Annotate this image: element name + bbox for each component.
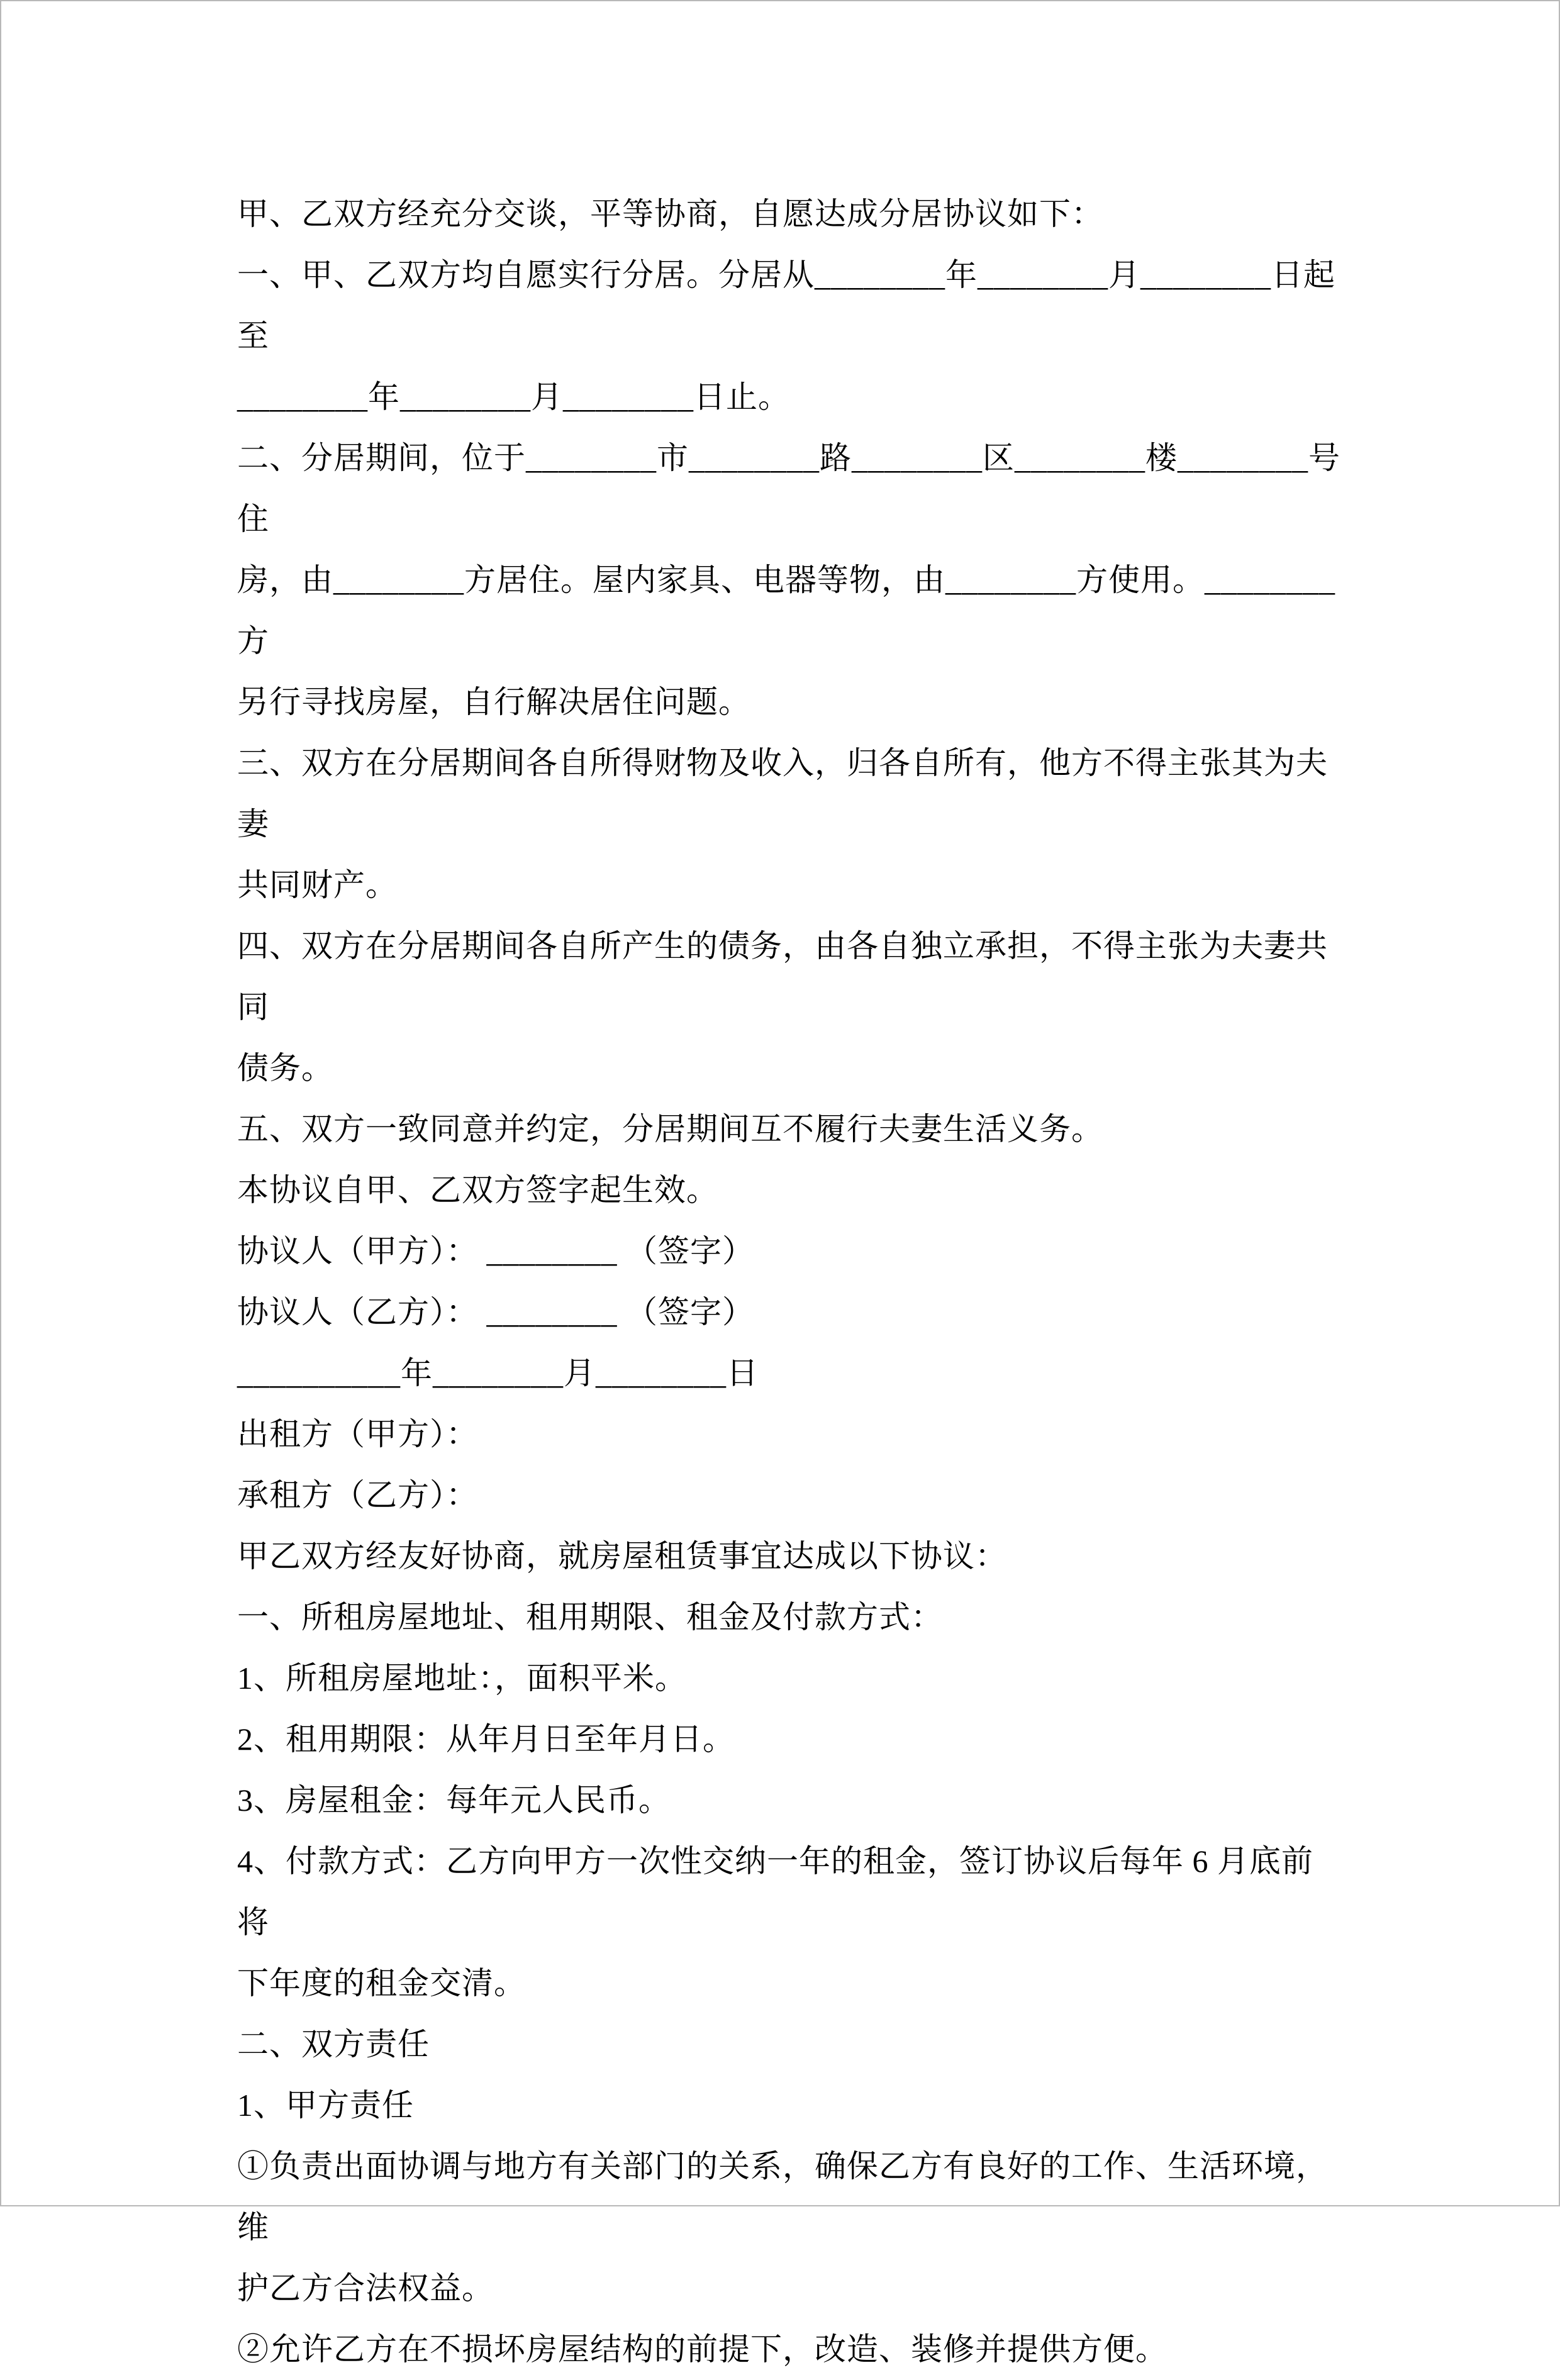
text-line: 1、甲方责任	[237, 2088, 414, 2123]
text-line: 1、所租房屋地址：，面积平米。	[237, 1660, 687, 1696]
document-content	[237, 184, 1344, 2380]
text-line: 甲、乙双方经充分交谈，平等协商，自愿达成分居协议如下：	[237, 196, 1103, 231]
text-line: 承租方（乙方）：	[237, 1477, 478, 1513]
text-line: ①负责出面协调与地方有关部门的关系，确保乙方有良好的工作、生活环境，维	[237, 2149, 1328, 2245]
text-line: 协议人（乙方）： ________ （签字）	[237, 1294, 754, 1330]
text-line: 下年度的租金交清。	[237, 1966, 526, 2001]
text-line: 二、分居期间，位于________市________路________区________楼________号住	[237, 440, 1340, 537]
text-line: 甲乙双方经友好协商，就房屋租赁事宜达成以下协议：	[237, 1538, 1007, 1574]
text-line: 房，由________方居住。屋内家具、电器等物，由________方使用。________方	[237, 562, 1335, 659]
text-line: 另行寻找房屋，自行解决居住问题。	[237, 684, 750, 720]
text-line: ②允许乙方在不损坏房屋结构的前提下，改造、装修并提供方便。	[237, 2332, 1167, 2367]
text-line: __________年________月________日	[237, 1355, 759, 1391]
text-line: 五、双方一致同意并约定，分居期间互不履行夫妻生活义务。	[237, 1111, 1103, 1147]
text-line: 4、付款方式：乙方向甲方一次性交纳一年的租金，签订协议后每年 6 月底前将	[237, 1843, 1313, 1940]
text-line: 四、双方在分居期间各自所产生的债务，由各自独立承担，不得主张为夫妻共同	[237, 928, 1328, 1025]
text-line: 债务。	[237, 1050, 333, 1086]
text-line: 护乙方合法权益。	[237, 2271, 494, 2306]
text-line: 三、双方在分居期间各自所得财物及收入，归各自所有，他方不得主张其为夫妻	[237, 745, 1328, 842]
text-line: 出租方（甲方）：	[237, 1416, 478, 1452]
text-line: 二、双方责任	[237, 2027, 430, 2062]
text-line: 一、所租房屋地址、租用期限、租金及付款方式：	[237, 1599, 943, 1635]
text-line: 3、房屋租金：每年元人民币。	[237, 1782, 671, 1818]
text-line: 协议人（甲方）： ________ （签字）	[237, 1233, 754, 1269]
text-line: 共同财产。	[237, 867, 398, 903]
text-line: 2、租用期限：从年月日至年月日。	[237, 1721, 735, 1757]
text-line: 本协议自甲、乙双方签字起生效。	[237, 1172, 718, 1208]
text-line: ________年________月________日止。	[237, 379, 790, 414]
text-line: 一、甲、乙双方均自愿实行分居。分居从________年________月________日起至	[237, 257, 1335, 353]
